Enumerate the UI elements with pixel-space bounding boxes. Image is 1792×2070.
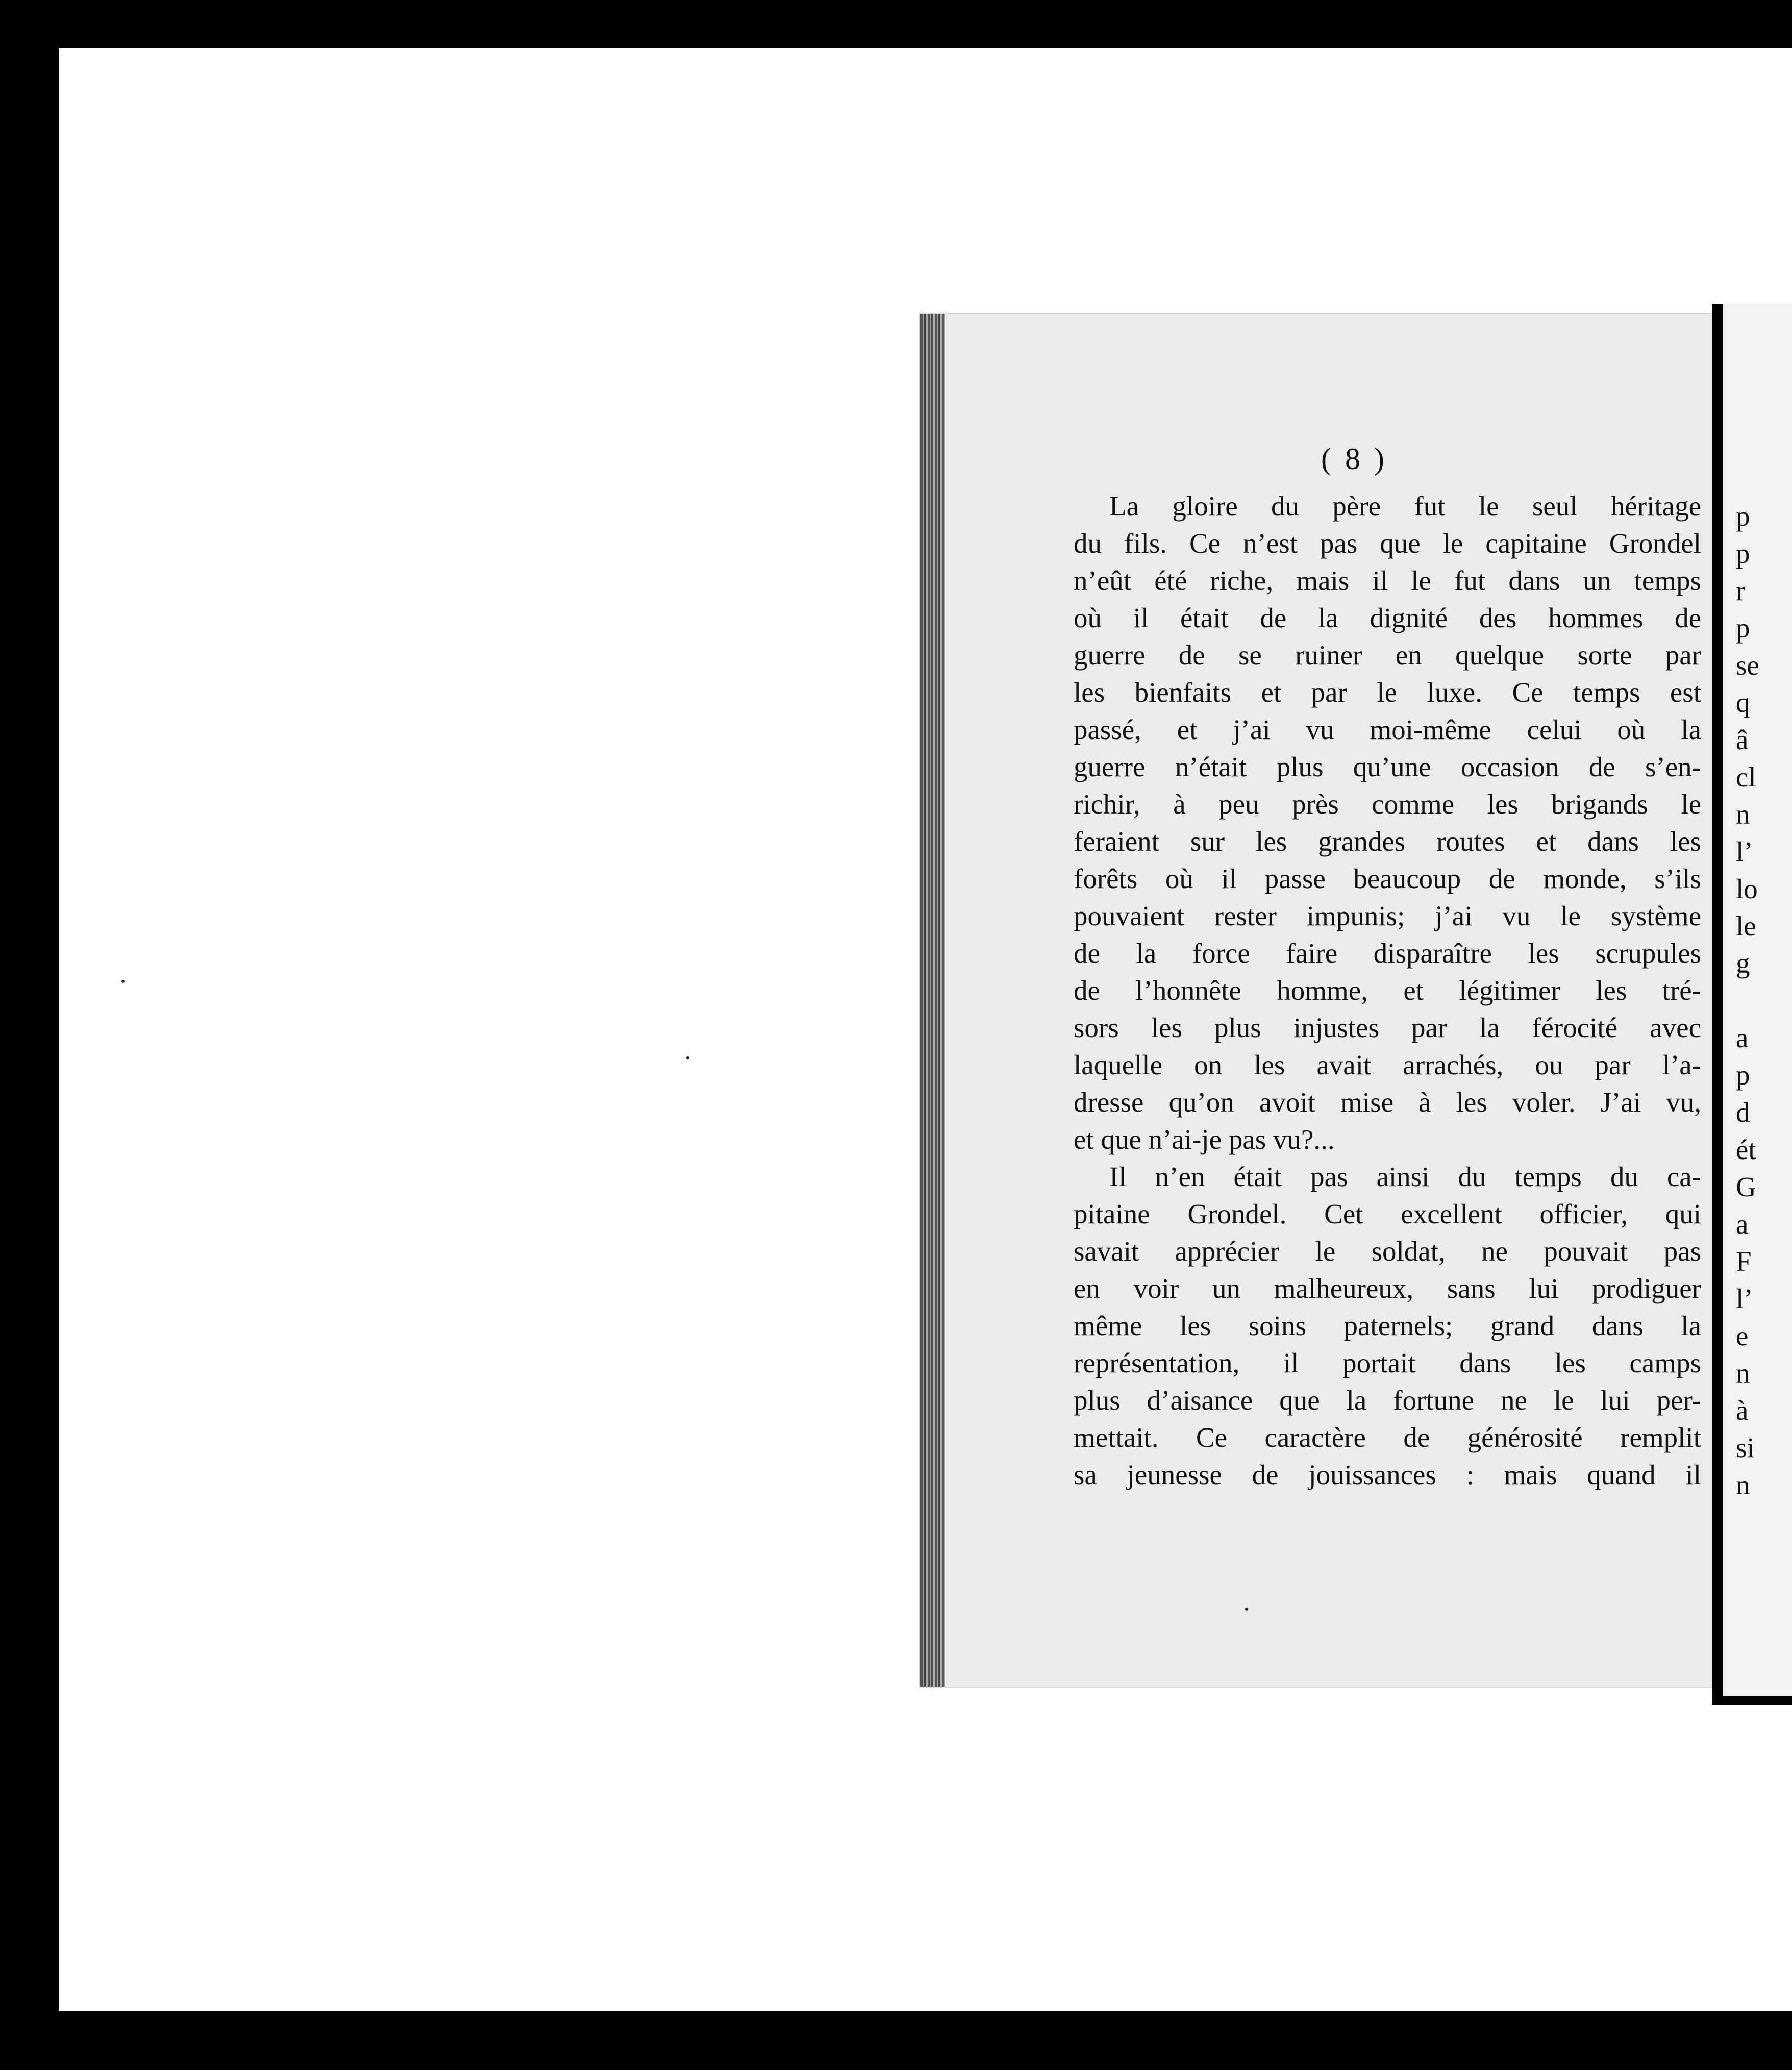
text-fragment: n xyxy=(1736,799,1750,830)
text-fragment: a xyxy=(1736,1022,1749,1053)
text-line: La gloire du père fut le seul héritage xyxy=(1109,490,1701,522)
text-fragment: ét xyxy=(1736,1134,1756,1165)
right-page-text-fragments xyxy=(1736,498,1792,1504)
text-line: de l’honnête homme, et légitimer les tré- xyxy=(1074,975,1701,1006)
text-fragment: p xyxy=(1736,1059,1750,1091)
text-line: mettait. Ce caractère de générosité remplit xyxy=(1074,1422,1701,1453)
text-fragment: lo xyxy=(1736,873,1758,904)
text-line: n’eût été riche, mais il le fut dans un temps xyxy=(1074,565,1701,596)
text-line: Il n’en était pas ainsi du temps du ca- xyxy=(1109,1161,1701,1192)
text-fragment: l’ xyxy=(1736,1283,1753,1314)
page-number: ( 8 ) xyxy=(1321,442,1387,476)
text-line: du fils. Ce n’est pas que le capitaine Grondel xyxy=(1074,528,1701,559)
scan-speck xyxy=(121,980,125,983)
text-line: sa jeunesse de jouissances : mais quand il xyxy=(1074,1459,1701,1490)
text-fragment: F xyxy=(1736,1246,1752,1277)
text-line: en voir un malheureux, sans lui prodiguer xyxy=(1074,1273,1701,1304)
right-page-edge xyxy=(1712,304,1792,1705)
text-line: sors les plus injustes par la férocité avec xyxy=(1074,1012,1701,1043)
text-line: plus d’aisance que la fortune ne le lui per- xyxy=(1074,1385,1701,1416)
text-line: richir, à peu près comme les brigands le xyxy=(1074,788,1701,820)
text-line: dresse qu’on avoit mise à les voler. J’ai vu, xyxy=(1074,1087,1701,1118)
text-fragment: p xyxy=(1736,612,1750,644)
text-fragment: l’ xyxy=(1736,836,1753,867)
text-line: feraient sur les grandes routes et dans les xyxy=(1074,826,1701,857)
left-page xyxy=(920,314,1734,1687)
text-line: pouvaient rester impunis; j’ai vu le système xyxy=(1074,900,1701,931)
text-fragment: G xyxy=(1736,1171,1756,1202)
text-fragment: se xyxy=(1736,650,1759,681)
text-fragment: p xyxy=(1736,538,1750,569)
text-fragment: n xyxy=(1736,1469,1750,1500)
text-line: de la force faire disparaître les scrupules xyxy=(1074,938,1701,969)
text-fragment xyxy=(1736,982,1792,1019)
text-line: les bienfaits et par le luxe. Ce temps est xyxy=(1074,677,1701,708)
scan-speck xyxy=(1245,1608,1248,1611)
text-fragment: le xyxy=(1736,910,1756,942)
text-fragment: cl xyxy=(1736,761,1756,793)
text-fragment: d xyxy=(1736,1097,1750,1128)
text-line: même les soins paternels; grand dans la xyxy=(1074,1310,1701,1341)
text-line: savait apprécier le soldat, ne pouvait pas xyxy=(1074,1236,1701,1267)
scan-speck xyxy=(686,1056,689,1059)
text-line: passé, et j’ai vu moi-même celui où la xyxy=(1074,714,1701,745)
text-fragment: â xyxy=(1736,724,1749,755)
text-fragment: à xyxy=(1736,1395,1749,1426)
body-text xyxy=(1074,487,1701,1493)
text-line: guerre n’était plus qu’une occasion de s’en- xyxy=(1074,751,1701,782)
text-line: guerre de se ruiner en quelque sorte par xyxy=(1074,639,1701,671)
text-line: et que n’ai-je pas vu?... xyxy=(1074,1124,1335,1155)
text-line: forêts où il passe beaucoup de monde, s’ils xyxy=(1074,863,1701,894)
scan-frame xyxy=(59,48,1792,2011)
text-fragment: g xyxy=(1736,948,1750,979)
text-fragment: n xyxy=(1736,1358,1750,1389)
text-fragment: r xyxy=(1736,575,1746,606)
text-fragment: p xyxy=(1736,501,1750,532)
text-fragment: e xyxy=(1736,1320,1749,1351)
text-line: où il était de la dignité des hommes de xyxy=(1074,602,1701,633)
text-line: pitaine Grondel. Cet excellent officier, qui xyxy=(1074,1198,1701,1229)
text-line: représentation, il portait dans les camps xyxy=(1074,1347,1701,1378)
page-gutter xyxy=(920,314,945,1687)
text-fragment: a xyxy=(1736,1209,1749,1240)
text-fragment: si xyxy=(1736,1432,1755,1463)
text-fragment: q xyxy=(1736,687,1750,718)
text-line: laquelle on les avait arrachés, ou par l’a- xyxy=(1074,1049,1701,1080)
